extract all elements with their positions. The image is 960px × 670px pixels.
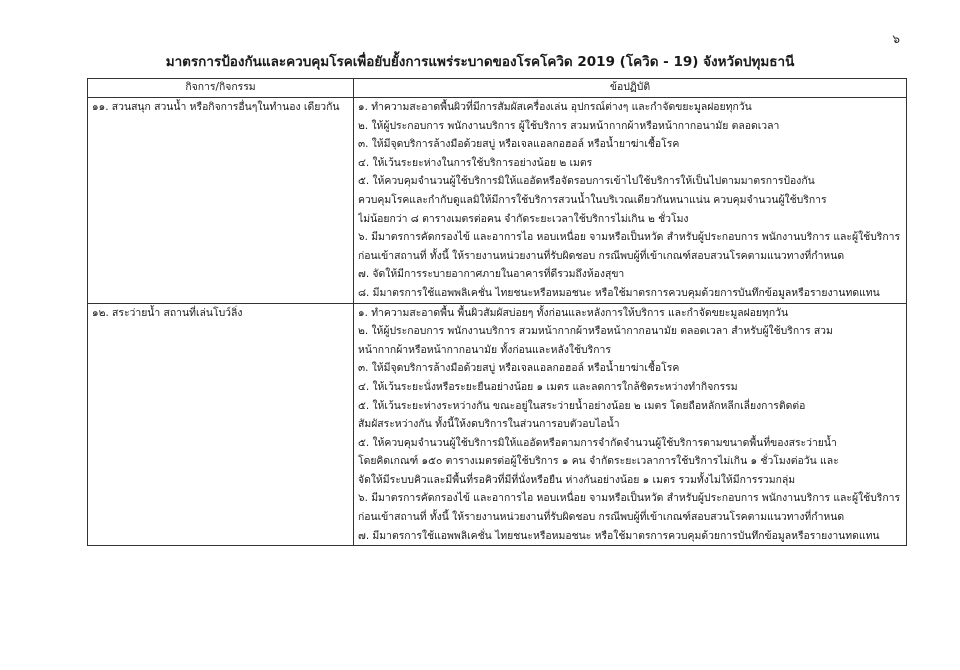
header-activity: กิจการ/กิจกรรม bbox=[88, 79, 354, 98]
table-row-amusement-park bbox=[88, 98, 907, 304]
table-header-row bbox=[88, 79, 907, 98]
rule-line: ๓. ให้มีจุดบริการล้างมือด้วยสบู่ หรือเจลแอลกอฮอล์ หรือน้ำยาฆ่าเชื้อโรค bbox=[358, 362, 680, 375]
rule-line: โดยคิดเกณฑ์ ๑๕๐ ตารางเมตรต่อผู้ใช้บริการ ๑ คน จำกัดระยะเวลาการใช้บริการไม่เกิน ๑ ชั่วโมงต่อวัน และ bbox=[358, 455, 839, 468]
activity-cell: ๑๒. สระว่ายน้ำ สถานที่เล่นโบว์ลิ่ง bbox=[88, 303, 354, 546]
header-rules: ข้อปฏิบัติ bbox=[354, 79, 907, 98]
rule-line: ๗. มีมาตรการใช้แอพพลิเคชั่น ไทยชนะหรือหมอชนะ หรือใช้มาตรการควบคุมด้วยการบันทึกข้อมูลหรือรายงานทดแทน bbox=[358, 529, 880, 542]
rule-line: ๒. ให้ผู้ประกอบการ พนักงานบริการ ผู้ใช้บริการ สวมหน้ากากผ้าหรือหน้ากากอนามัย ตลอดเวลา bbox=[358, 119, 780, 132]
page-number: ๖ bbox=[892, 32, 900, 46]
rule-line: ๕. ให้ควบคุมจำนวนผู้ใช้บริการมิให้แออัดหรือตามการจำกัดจำนวนผู้ใช้บริการตามขนาดพื้นที่ของสระว่ายน้ำ bbox=[358, 436, 837, 449]
rule-line: ๑. ทำความสะอาดพื้น พื้นผิวสัมผัสบ่อยๆ ทั้งก่อนและหลังการให้บริการ และกำจัดขยะมูลฝอยทุกวัน bbox=[358, 306, 789, 319]
rule-line: ๔. ให้เว้นระยะนั่งหรือระยะยืนอย่างน้อย ๑ เมตร และลดการใกล้ชิดระหว่างทำกิจกรรม bbox=[358, 380, 738, 393]
rule-line: ๖. มีมาตรการคัดกรองไข้ และอาการไอ หอบเหนื่อย จามหรือเป็นหวัด สำหรับผู้ประกอบการ พนักงานบริการ และผู้ใช้บริการ bbox=[358, 492, 901, 505]
rule-line: ก่อนเข้าสถานที่ ทั้งนี้ ให้รายงานหน่วยงานที่รับผิดชอบ กรณีพบผู้ที่เข้าเกณฑ์สอบสวนโรคตามแนวทางที่กำหนด bbox=[358, 249, 845, 262]
rule-line: ก่อนเข้าสถานที่ ทั้งนี้ ให้รายงานหน่วยงานที่รับผิดชอบ กรณีพบผู้ที่เข้าเกณฑ์สอบสวนโรคตามแนวทางที่กำหนด bbox=[358, 511, 845, 524]
rule-line: ๓. ให้มีจุดบริการล้างมือด้วยสบู่ หรือเจลแอลกอฮอล์ หรือน้ำยาฆ่าเชื้อโรค bbox=[358, 138, 680, 151]
rule-line: จัดให้มีระบบคิวและมีพื้นที่รอคิวที่มีที่นั่งหรือยืน ห่างกันอย่างน้อย ๑ เมตร รวมทั้งไม่ให้มีการรวมกลุ่ม bbox=[358, 473, 796, 486]
table-row-swimming-bowling bbox=[88, 303, 907, 546]
rule-line: ๘. มีมาตรการใช้แอพพลิเคชั่น ไทยชนะหรือหมอชนะ หรือใช้มาตรการควบคุมด้วยการบันทึกข้อมูลหรือรายงานทดแทน bbox=[358, 286, 880, 299]
document-title: มาตรการป้องกันและควบคุมโรคเพื่อยับยั้งการแพร่ระบาดของโรคโควิด 2019 (โควิด - 19) จังหวัดปทุมธานี bbox=[165, 54, 795, 70]
rule-line: ๖. มีมาตรการคัดกรองไข้ และอาการไอ หอบเหนื่อย จามหรือเป็นหวัด สำหรับผู้ประกอบการ พนักงานบริการ และผู้ใช้บริการ bbox=[358, 231, 901, 244]
activity-cell: ๑๑. สวนสนุก สวนน้ำ หรือกิจการอื่นๆในทำนอง เดียวกัน bbox=[88, 98, 354, 304]
rule-line: ๕. ให้ควบคุมจำนวนผู้ใช้บริการมิให้แออัดหรือจัดรอบการเข้าไปใช้บริการให้เป็นไปตามมาตรการป้องกัน bbox=[358, 175, 815, 188]
rule-line: หน้ากากผ้าหรือหน้ากากอนามัย ทั้งก่อนและหลังใช้บริการ bbox=[358, 343, 611, 356]
rule-line: ควบคุมโรคและกำกับดูแลมิให้มีการใช้บริการสวนน้ำในบริเวณเดียวกันหนาแน่น ควบคุมจำนวนผู้ใช้บริการ bbox=[358, 193, 827, 206]
rule-line: ๒. ให้ผู้ประกอบการ พนักงานบริการ สวมหน้ากากผ้าหรือหน้ากากอนามัย ตลอดเวลา สำหรับผู้ใช้บริการ สวม bbox=[358, 325, 833, 338]
measures-table bbox=[87, 78, 907, 546]
rule-line: ๗. จัดให้มีการระบายอากาศภายในอาคารที่ดีรวมถึงห้องสุขา bbox=[358, 268, 625, 281]
rule-line: สัมผัสระหว่างกัน ทั้งนี้ให้งดบริการในส่วนการอบตัวอบไอน้ำ bbox=[358, 418, 620, 431]
rule-line: ๔. ให้เว้นระยะห่างในการใช้บริการอย่างน้อย ๒ เมตร bbox=[358, 156, 593, 169]
rules-cell bbox=[354, 98, 907, 304]
rule-line: ๕. ให้เว้นระยะห่างระหว่างกัน ขณะอยู่ในสระว่ายน้ำอย่างน้อย ๒ เมตร โดยถือหลักหลีกเลี่ยงการติดต่อ bbox=[358, 399, 806, 412]
rule-line: ไม่น้อยกว่า ๘ ตารางเมตรต่อคน จำกัดระยะเวลาใช้บริการไม่เกิน ๒ ชั่วโมง bbox=[358, 212, 689, 225]
rules-cell bbox=[354, 303, 907, 546]
rule-line: ๑. ทำความสะอาดพื้นผิวที่มีการสัมผัสเครื่องเล่น อุปกรณ์ต่างๆ และกำจัดขยะมูลฝอยทุกวัน bbox=[358, 101, 752, 113]
